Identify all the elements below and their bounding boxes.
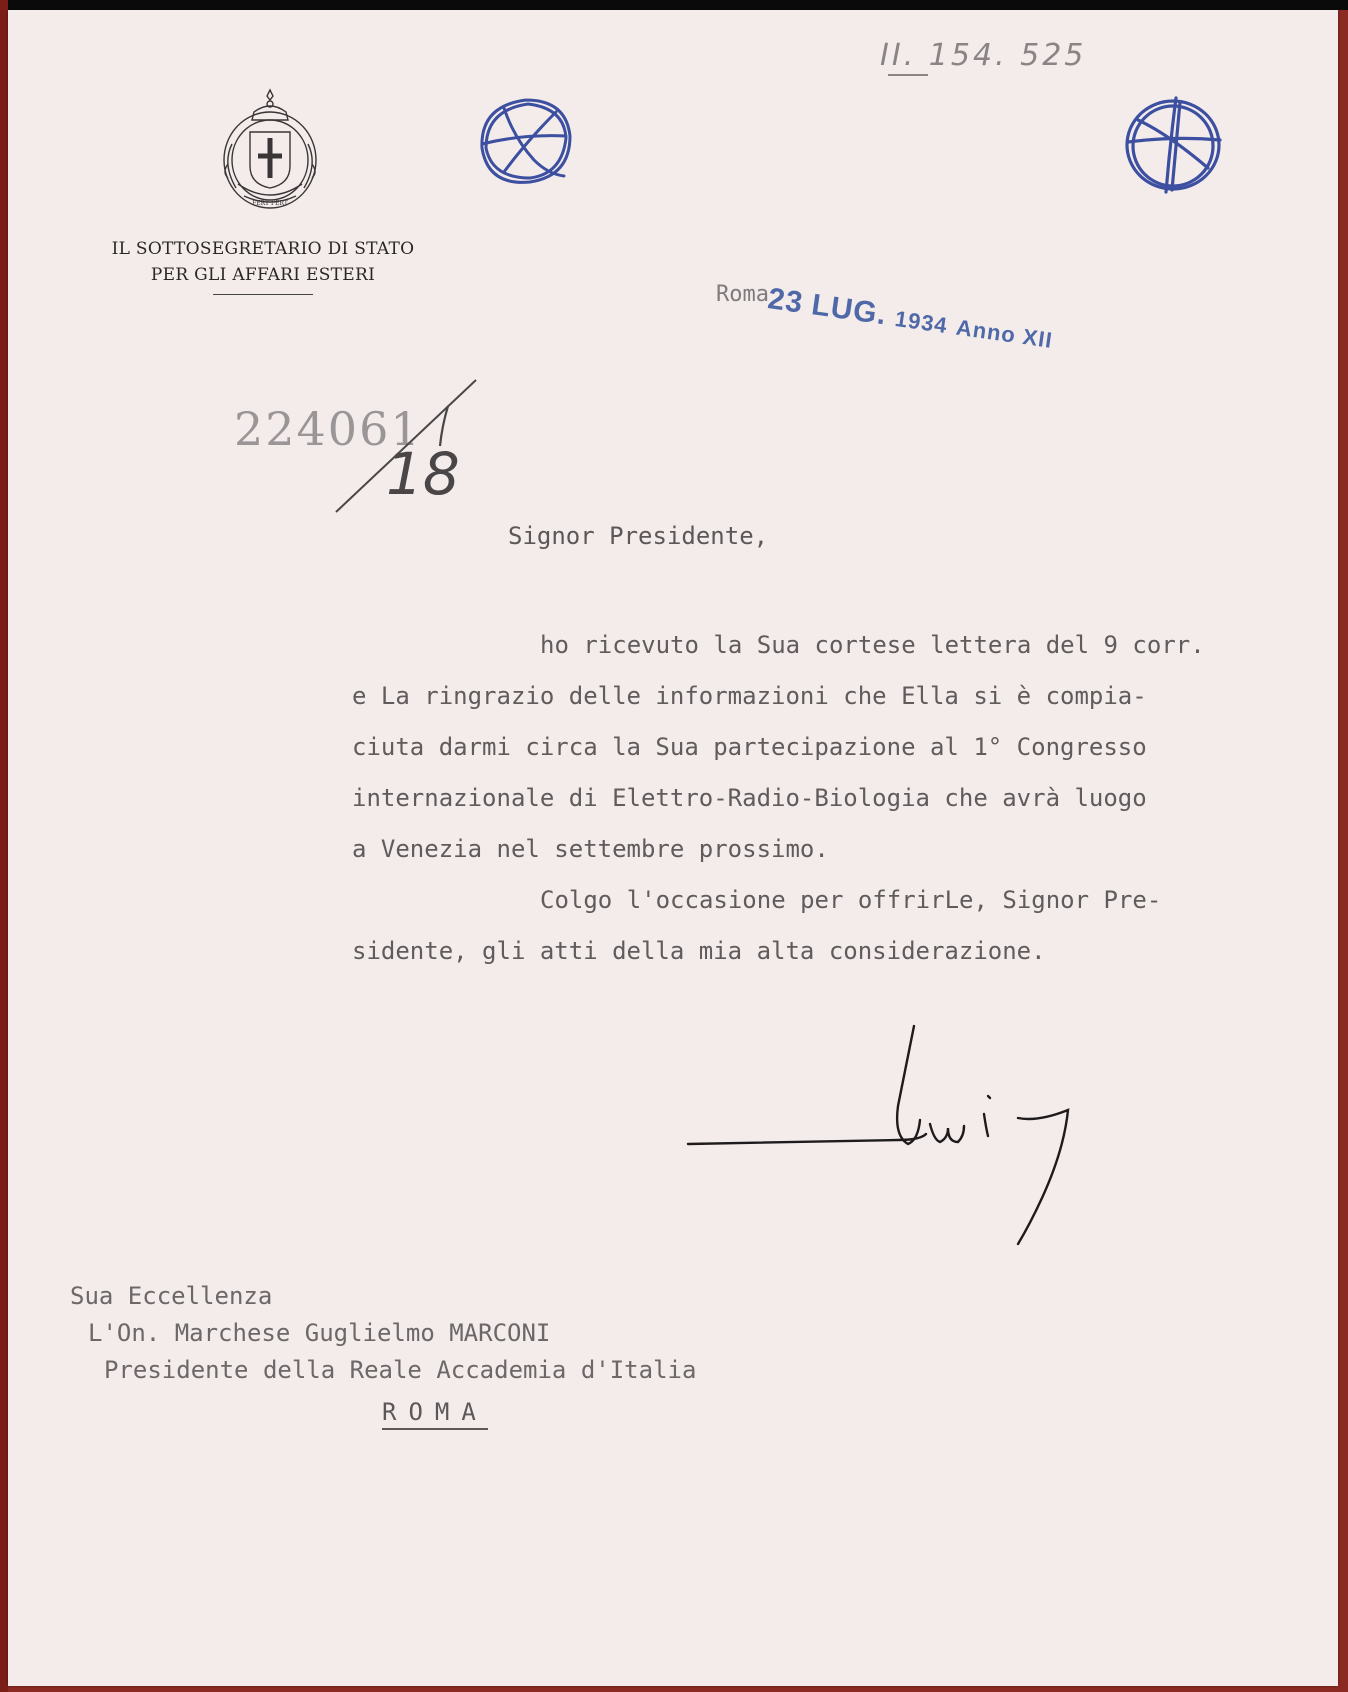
letterhead-line-2: PER GLI AFFARI ESTERI <box>150 265 376 285</box>
stamp-day: 23 <box>765 282 806 320</box>
crest-icon <box>214 84 326 214</box>
letterhead-rule <box>213 294 313 295</box>
addressee-city: ROMA <box>382 1398 488 1430</box>
protocol-slash-mark <box>328 376 508 516</box>
body-line: Colgo l'occasione per offrirLe, Signor Pre- <box>540 886 1162 914</box>
letterhead <box>68 236 458 295</box>
addressee-block <box>70 1278 696 1389</box>
protocol-number: 224061 <box>234 402 422 456</box>
blue-pencil-mark-right-icon <box>1118 90 1228 200</box>
body-line: sidente, gli atti della mia alta considerazione. <box>352 937 1046 965</box>
addressee-line-3: Presidente della Reale Accademia d'Italia <box>104 1356 697 1384</box>
archive-reference-underline <box>888 74 928 76</box>
protocol-suffix: 18 <box>386 440 460 508</box>
salutation: Signor Presidente, <box>508 522 769 550</box>
stamp-month: LUG. <box>809 288 890 332</box>
blue-pencil-mark-left-icon <box>476 92 576 188</box>
scan-top-edge <box>0 0 1348 10</box>
letter-page <box>8 10 1338 1686</box>
body-line: a Venezia nel settembre prossimo. <box>352 835 829 863</box>
date-stamp <box>766 282 1055 356</box>
place-label: Roma <box>716 282 769 307</box>
letter-body <box>352 620 1338 977</box>
addressee-line-2: L'On. Marchese Guglielmo MARCONI <box>88 1319 551 1347</box>
body-line: internazionale di Elettro-Radio-Biologia che avrà luogo <box>352 784 1147 812</box>
archive-reference: II. 154. 525 <box>880 38 1087 73</box>
addressee-line-1: Sua Eccellenza <box>70 1282 273 1310</box>
body-line: ciuta darmi circa la Sua partecipazione al 1° Congresso <box>352 733 1147 761</box>
handwritten-signature <box>678 1020 1178 1300</box>
stamp-era: Anno XII <box>954 314 1055 353</box>
stamp-year: 1934 <box>893 306 950 339</box>
body-line: ho ricevuto la Sua cortese lettera del 9 corr. <box>540 631 1205 659</box>
body-line: e La ringrazio delle informazioni che Ella si è compia- <box>352 682 1147 710</box>
letterhead-line-1: IL SOTTOSEGRETARIO DI STATO <box>111 239 415 259</box>
svg-text:FERT FERT: FERT FERT <box>252 200 288 207</box>
scan-left-edge <box>0 0 8 1692</box>
